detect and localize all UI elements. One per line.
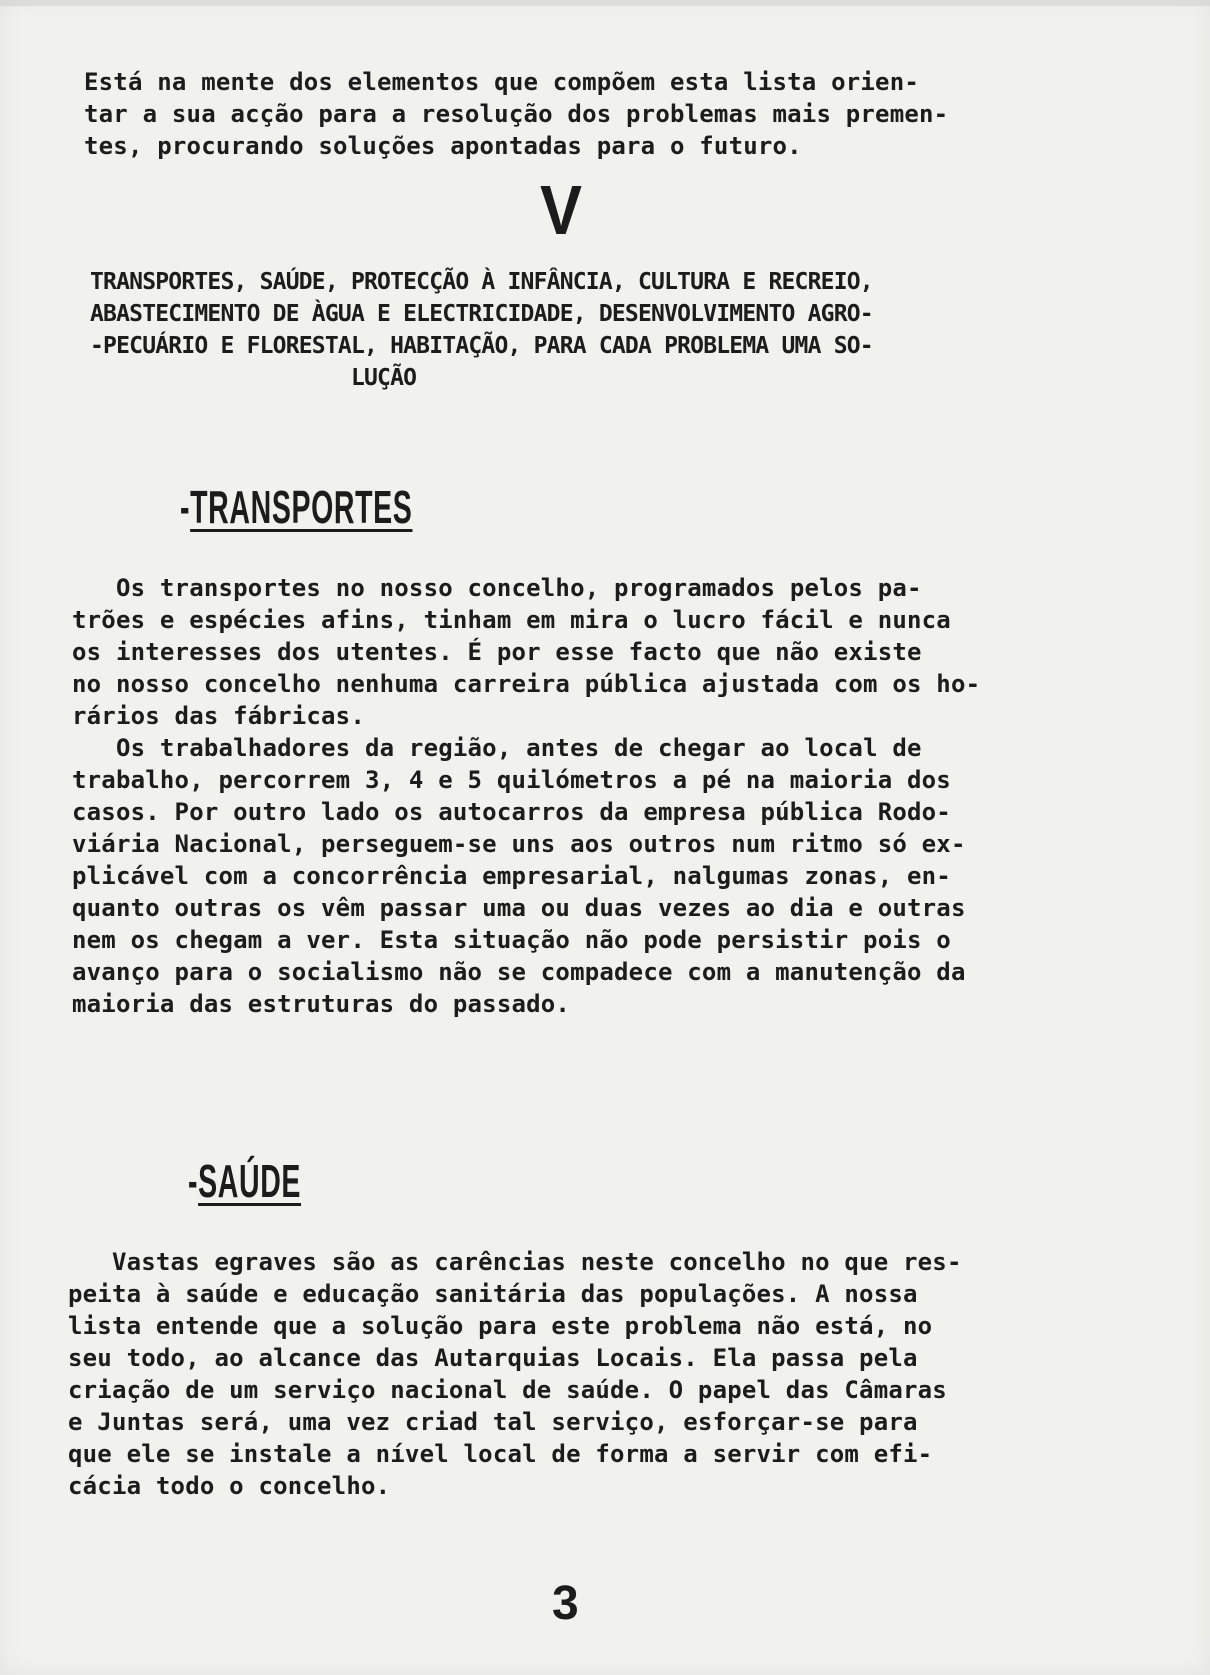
section-numeral: V (540, 171, 583, 249)
transportes-body: Os transportes no nosso concelho, programados pelos pa- trões e espécies afins, tinham em mira o lucro fácil e nunca os interesses dos utentes. É por esse facto que não existe no nosso concelho nenhuma carreira pública ajustada com os ho- rários das fábricas. Os trabalhadores da região, antes de chegar ao local de trabalho, percorrem 3, 4 e 5 quilómetros a pé na maioria dos casos. Por outro lado os autocarros da empresa pública Rodo- viária Nacional, perseguem-se uns aos outros num ritmo só ex- plicável com a concorrência empresarial, nalgumas zonas, en- quanto outras os vêm passar uma ou duas vezes ao dia e outras nem os chegam a ver. Esta situação não pode persistir pois o avanço para o socialismo não se compadece com a manutenção da maioria das estruturas do passado. (72, 574, 981, 1018)
intro-paragraph: Está na mente dos elementos que compõem esta lista orien- tar a sua acção para a resolução dos problemas mais premen- tes, procurando soluções apontadas para o futuro. (84, 68, 949, 160)
page-number: 3 (552, 1577, 579, 1630)
saude-body: Vastas egraves são as carências neste concelho no que res- peita à saúde e educação sanitária das populações. A nossa lista entende que a solução para este problema não está, no seu todo, ao alcance das Autarquias Locais. Ela passa pela criação de um serviço nacional de saúde. O papel das Câmaras e Juntas será, uma vez criad tal serviço, esforçar-se para que ele se instale a nível local de forma a servir com efi- cácia todo o concelho. (68, 1248, 962, 1500)
section-heading: TRANSPORTES, SAÚDE, PROTECÇÃO À INFÂNCIA, CULTURA E RECREIO, ABASTECIMENTO DE ÀGUA E ELECTRICIDADE, DESENVOLVIMENTO AGRO- -PECUÁRIO E FLORESTAL, HABITAÇÃO, PARA CADA PROBLEMA UMA SO- LUÇÃO (90, 269, 873, 391)
transportes-title-text: TRANSPORTES (190, 481, 413, 533)
saude-title-text: SAÚDE (198, 1155, 302, 1207)
saude-title (188, 1156, 301, 1206)
transportes-title (180, 482, 412, 532)
transportes-title-dash: - (180, 481, 191, 533)
saude-title-dash: - (188, 1155, 199, 1207)
page-top-edge (0, 0, 1210, 6)
